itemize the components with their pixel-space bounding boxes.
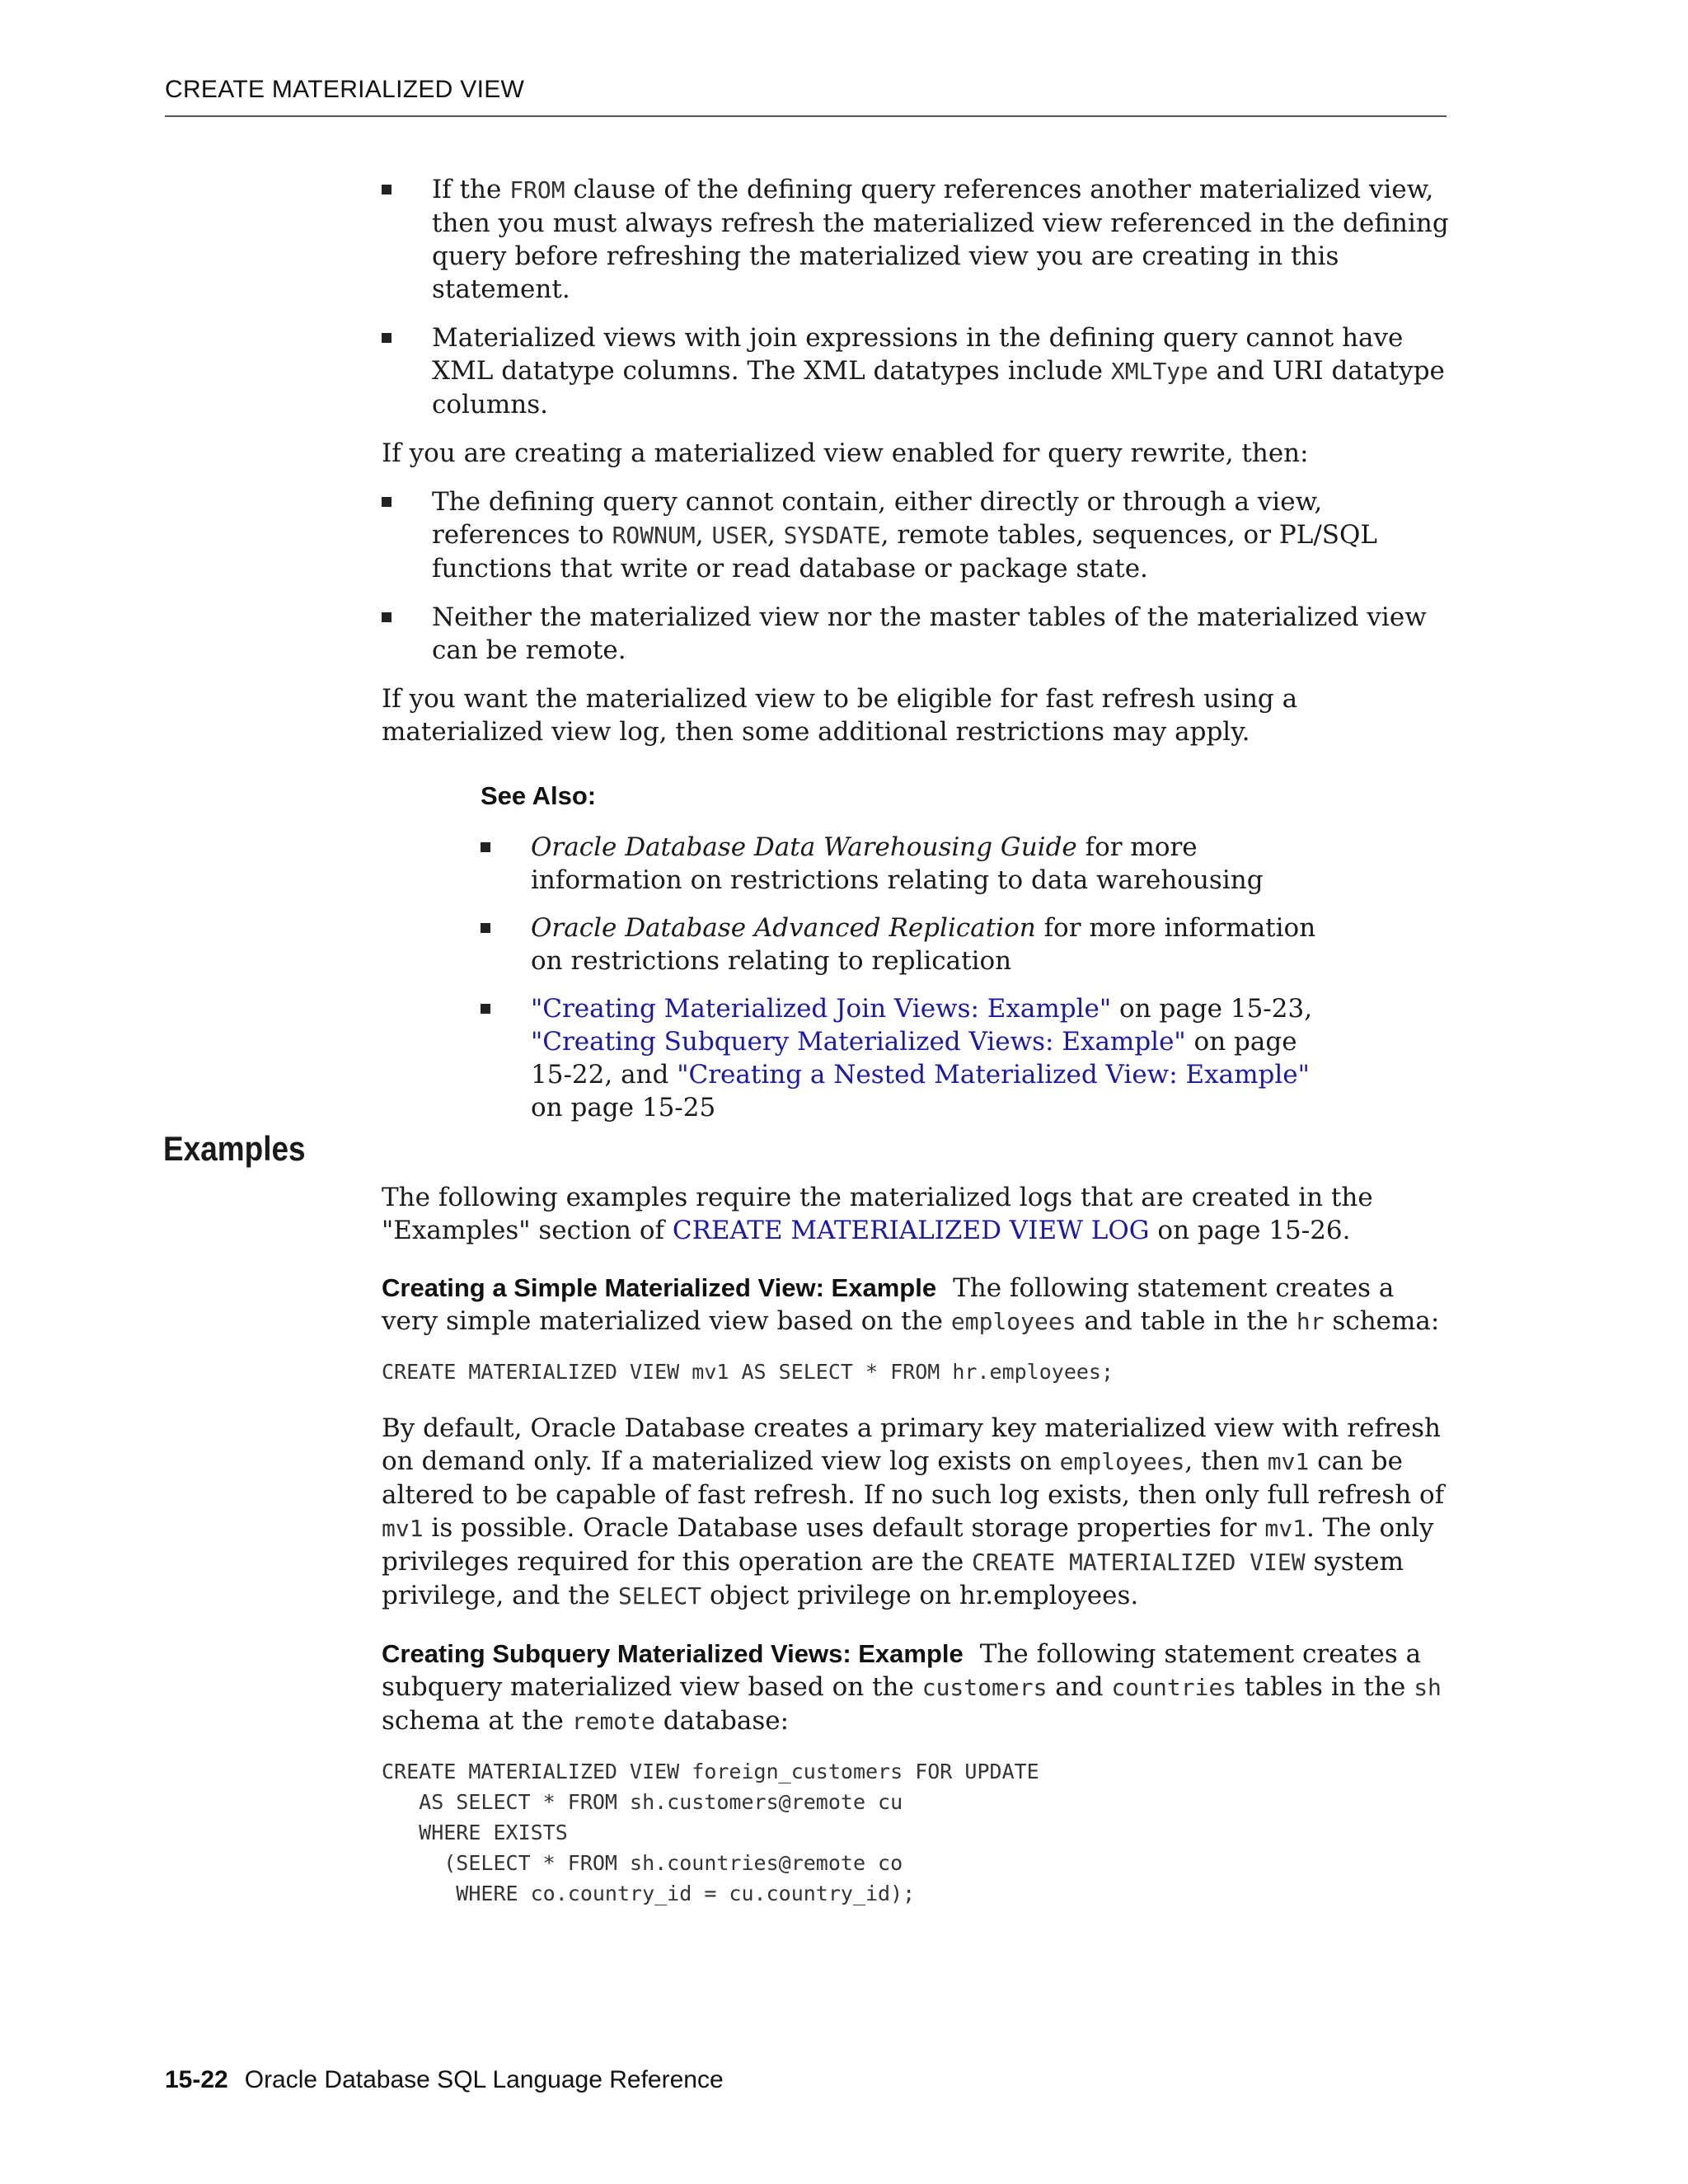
see-also-box: [481, 780, 1346, 1124]
list-item: If the FROM clause of the defining query references another materialized view, then you must always refresh the materialized view referenced in the defining query before refreshing the materialized view you are creating in this statement.: [382, 173, 1453, 306]
list-item: Neither the materialized view nor the master tables of the materialized view can be remote.: [382, 601, 1453, 667]
bullet-marker: [382, 497, 392, 507]
rewrite-intro: If you are creating a materialized view enabled for query rewrite, then:: [382, 438, 1309, 468]
code-block-2: CREATE MATERIALIZED VIEW foreign_customers FOR UPDATE AS SELECT * FROM sh.customers@remote cu WHERE EXISTS (SELECT * FROM sh.countries@remote co WHERE co.country_id = cu.country_id);: [382, 1760, 1039, 1905]
header-rule: [165, 115, 1447, 117]
example-2-title: Creating Subquery Materialized Views: Example: [382, 1639, 964, 1668]
page-number: 15-22: [165, 2066, 228, 2093]
list-item: Materialized views with join expressions in the defining query cannot have XML datatype columns. The XML datatypes include XMLType and URI datatype columns.: [382, 321, 1453, 421]
bullet-marker: [481, 1004, 490, 1014]
link-subquery-views[interactable]: "Creating Subquery Materialized Views: Example": [531, 1027, 1186, 1057]
book-title-footer: Oracle Database SQL Language Reference: [244, 2066, 724, 2093]
example-1-explanation: By default, Oracle Database creates a primary key materialized view with refresh on demand only. If a materialized view log exists on employees, then mv1 can be altered to be capable of fast refresh. If no such log exists, then only full refresh of mv1 is possible. Oracle Database uses default storage properties for mv1. The only privileges required for this operation are the CREATE MATERIALIZED VIEW system privilege, and the SELECT object privilege on hr.employees.: [382, 1413, 1445, 1610]
link-create-mv-log[interactable]: CREATE MATERIALIZED VIEW LOG: [672, 1216, 1150, 1245]
list-item: Oracle Database Data Warehousing Guide for more information on restrictions relating to data warehousing: [481, 831, 1346, 897]
link-join-views[interactable]: "Creating Materialized Join Views: Example": [531, 994, 1112, 1024]
restrictions-section: [382, 173, 1453, 1139]
fast-refresh-note: If you want the materialized view to be eligible for fast refresh using a materialized view log, then some additional restrictions may apply.: [382, 684, 1298, 747]
book-title: Oracle Database Advanced Replication: [531, 913, 1036, 943]
list-item: The defining query cannot contain, either directly or through a view, references to ROWNUM, USER, SYSDATE, remote tables, sequences, or PL/SQL functions that write or read database or package state.: [382, 485, 1453, 585]
examples-heading: Examples: [163, 1129, 306, 1168]
example-2-intro: Creating Subquery Materialized Views: Example The following statement creates a subquery materialized view based on the customers and countries tables in the sh schema at the remote database:: [382, 1639, 1442, 1736]
bullet-marker: [481, 923, 490, 933]
page-footer: [165, 2066, 724, 2094]
examples-intro: The following examples require the materialized logs that are created in the "Examples" section of CREATE MATERIALIZED VIEW LOG on page 15-26.: [382, 1183, 1373, 1245]
list-item: Oracle Database Advanced Replication for more information on restrictions relating to replication: [481, 912, 1346, 977]
bullet-marker: [481, 842, 490, 852]
list-item: "Creating Materialized Join Views: Example" on page 15-23, "Creating Subquery Materialized Views: Example" on page 15-22, and "Creating a Nested Materialized View: Example" on page 15-25: [481, 992, 1346, 1124]
bullet-marker: [382, 612, 392, 622]
examples-section: [382, 1181, 1453, 1930]
link-nested-view[interactable]: "Creating a Nested Materialized View: Example": [677, 1060, 1310, 1090]
running-header: CREATE MATERIALIZED VIEW: [165, 76, 525, 103]
example-1-intro: Creating a Simple Materialized View: Example The following statement creates a very simple materialized view based on the employees and table in the hr schema:: [382, 1273, 1440, 1336]
bullet-marker: [382, 185, 392, 194]
code-block-1: CREATE MATERIALIZED VIEW mv1 AS SELECT * FROM hr.employees;: [382, 1360, 1114, 1384]
see-also-title: See Also:: [481, 781, 597, 810]
book-title: Oracle Database Data Warehousing Guide: [531, 832, 1077, 862]
example-1-title: Creating a Simple Materialized View: Example: [382, 1273, 937, 1302]
bullet-marker: [382, 333, 392, 343]
